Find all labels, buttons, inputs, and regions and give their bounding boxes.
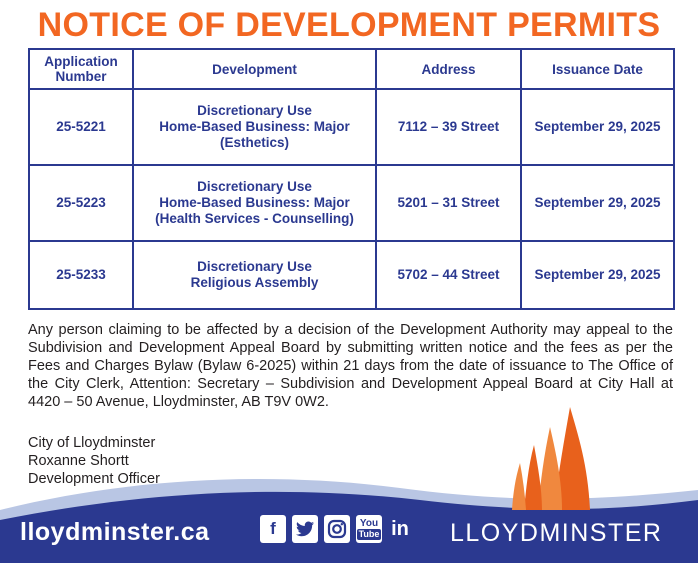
youtube-icon[interactable]	[356, 515, 382, 543]
development-line: Discretionary Use	[197, 259, 312, 274]
development-cell	[133, 165, 376, 241]
appeal-notice-text: Any person claiming to be affected by a decision of the Development Authority may appeal to the Subdivision and Development Appeal Board by submitting written notice and the fees as per the Fees and Charges Bylaw (Bylaw 6-2025) within 21 days from the date of issuance to The Office of the City Clerk, Attention: Secretary – Subdivision and Development Appeal Board at City Hall at 4420 – 50 Avenue, Lloydminster, AB T9V 0W2.	[28, 322, 673, 410]
development-line: Home-Based Business: Major	[159, 195, 350, 210]
youtube-top-text: You	[359, 518, 379, 529]
header-address: Address	[376, 49, 521, 89]
notice-title: NOTICE OF DEVELOPMENT PERMITS	[37, 6, 661, 44]
linkedin-glyph: in	[391, 517, 409, 540]
instagram-camera-icon	[327, 519, 347, 539]
development-line: Discretionary Use	[197, 103, 312, 118]
development-line: Home-Based Business: Major	[159, 119, 350, 134]
development-line: (Esthetics)	[219, 135, 290, 150]
facebook-icon[interactable]	[260, 515, 286, 543]
table-header-row	[29, 49, 674, 89]
signature-position: Development Officer	[28, 471, 160, 487]
twitter-bird-icon	[296, 521, 314, 537]
development-line: Discretionary Use	[197, 179, 312, 194]
development-cell	[133, 241, 376, 309]
signature-name: Roxanne Shortt	[28, 453, 129, 469]
lloydminster-flame-logo	[510, 405, 600, 515]
twitter-icon[interactable]	[292, 515, 318, 543]
social-icons	[260, 513, 412, 545]
table-row	[29, 241, 674, 309]
address-cell: 7112 – 39 Street	[376, 89, 521, 165]
instagram-icon[interactable]	[324, 515, 350, 543]
youtube-bottom-text: Tube	[358, 529, 380, 539]
issuance-date-cell: September 29, 2025	[521, 89, 674, 165]
development-line: (Health Services - Counselling)	[155, 211, 354, 226]
signature-organization: City of Lloydminster	[28, 435, 156, 451]
table-row	[29, 165, 674, 241]
website-link[interactable]: lloydminster.ca	[20, 518, 210, 546]
facebook-glyph: f	[270, 519, 276, 538]
lloydminster-wordmark: LLOYDMINSTER	[450, 519, 663, 547]
permits-table	[28, 48, 675, 310]
table-row	[29, 89, 674, 165]
development-line: Religious Assembly	[190, 275, 319, 290]
header-application-number: Application Number	[29, 49, 133, 89]
header-development: Development	[133, 49, 376, 89]
address-cell: 5201 – 31 Street	[376, 165, 521, 241]
issuance-date-cell: September 29, 2025	[521, 241, 674, 309]
application-number-cell: 25-5233	[29, 241, 133, 309]
linkedin-icon[interactable]	[388, 515, 412, 543]
application-number-cell: 25-5221	[29, 89, 133, 165]
header-issuance-date: Issuance Date	[521, 49, 674, 89]
address-cell: 5702 – 44 Street	[376, 241, 521, 309]
issuance-date-cell: September 29, 2025	[521, 165, 674, 241]
application-number-cell: 25-5223	[29, 165, 133, 241]
development-cell	[133, 89, 376, 165]
